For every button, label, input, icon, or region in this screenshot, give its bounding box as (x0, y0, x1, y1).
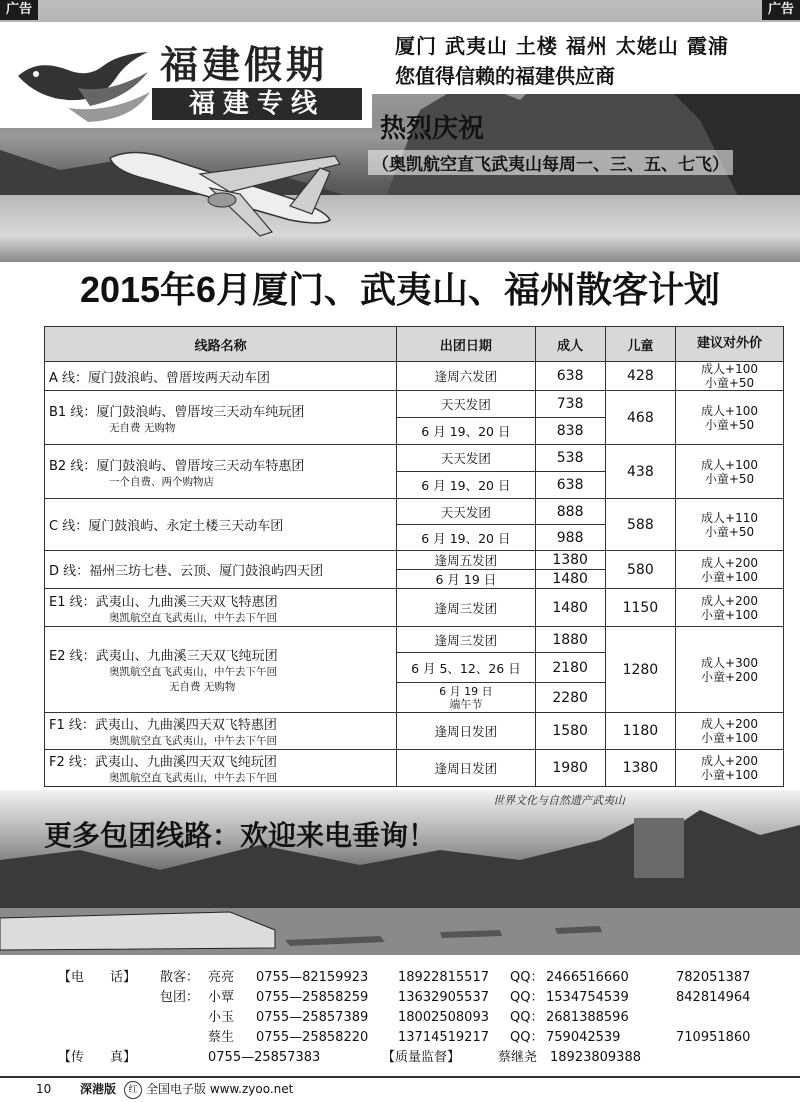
contact-qq[interactable]: 2681388596 (546, 1010, 629, 1025)
route-name: F1 线：武夷山、九曲溪四天双飞特惠团 奥凯航空直飞武夷山，中午去下午回 (45, 713, 397, 750)
calligraphy-text: 世界文化与自然遗产武夷山 (493, 794, 625, 807)
departure-date: 天天发团 (397, 391, 535, 418)
contact-qq-2[interactable]: 710951860 (676, 1030, 751, 1045)
bird-logo-icon (8, 28, 158, 128)
contact-name: 小玉 (208, 1010, 235, 1025)
departure-date: 天天发团 (397, 445, 535, 472)
contact-row (0, 1008, 800, 1027)
contact-mobile[interactable]: 18922815517 (398, 970, 489, 985)
contact-tel[interactable]: 0755—25857389 (256, 1010, 369, 1025)
page-footer (0, 1076, 800, 1102)
adult-price: 1880 (535, 627, 605, 653)
contact-mobile[interactable]: 18002508093 (398, 1010, 489, 1025)
contact-qq[interactable]: 759042539 (546, 1030, 621, 1045)
header-price: 建议对外价 (676, 327, 784, 362)
child-price: 1180 (605, 713, 675, 750)
route-name: E2 线：武夷山、九曲溪三天双飞纯玩团 奥凯航空直飞武夷山，中午去下午回 无自费 无购物 (45, 627, 397, 713)
logo-title: 福建假期 (160, 42, 329, 87)
child-price: 588 (605, 499, 675, 551)
table-row (45, 391, 784, 418)
adult-price: 1480 (535, 570, 605, 589)
route-name: F2 线：武夷山、九曲溪四天双飞纯玩团 奥凯航空直飞武夷山，中午去下午回 (45, 750, 397, 787)
adult-price: 888 (535, 499, 605, 525)
qq-label: QQ： (510, 1030, 544, 1045)
child-price: 468 (605, 391, 675, 445)
adult-price: 988 (535, 525, 605, 551)
contact-row (0, 1028, 800, 1047)
suggested-price: 成人+100 小童+50 (676, 391, 784, 445)
quality-label: 【质量监督】 (382, 1050, 461, 1065)
fax-number[interactable]: 0755—25857383 (208, 1050, 321, 1065)
departure-date: 逢周三发团 (397, 627, 535, 653)
child-price: 580 (605, 551, 675, 589)
departure-date: 6 月 19 日 (397, 570, 535, 589)
ad-label-right: 广告 (762, 0, 800, 20)
route-name: A 线：厦门鼓浪屿、曾厝垵两天动车团 (45, 362, 397, 391)
adult-price: 1980 (535, 750, 605, 787)
site-link[interactable]: 全国电子版 www.zyoo.net (146, 1082, 294, 1096)
quality-contact[interactable]: 蔡继尧 18923809388 (498, 1050, 641, 1065)
contact-qq-2[interactable]: 842814964 (676, 990, 751, 1005)
child-price: 428 (605, 362, 675, 391)
adult-price: 538 (535, 445, 605, 472)
edition-badge-icon: 红 (124, 1081, 142, 1099)
table-row (45, 627, 784, 653)
flight-note: （奥凯航空直飞武夷山每周一、三、五、七飞） (368, 150, 733, 175)
child-price: 1380 (605, 750, 675, 787)
route-name: B1 线：厦门鼓浪屿、曾厝垵三天动车纯玩团 无自费 无购物 (45, 391, 397, 445)
table-row (45, 713, 784, 750)
departure-date: 逢周三发团 (397, 589, 535, 627)
page-number: 10 (36, 1082, 52, 1096)
departure-date: 逢周日发团 (397, 750, 535, 787)
departure-date: 天天发团 (397, 499, 535, 525)
ad-label-left: 广告 (0, 0, 38, 20)
tagline-text: 您值得信赖的福建供应商 (395, 64, 615, 88)
contact-name: 小覃 (208, 990, 235, 1005)
retail-label: 散客： (160, 970, 200, 985)
header-date: 出团日期 (397, 327, 535, 362)
suggested-price: 成人+200 小童+100 (676, 589, 784, 627)
destinations-text: 厦门 武夷山 土楼 福州 太姥山 霞浦 (395, 34, 729, 58)
adult-price: 738 (535, 391, 605, 418)
group-label: 包团： (160, 990, 200, 1005)
header-child: 儿童 (605, 327, 675, 362)
adult-price: 1580 (535, 713, 605, 750)
table-header-row (45, 327, 784, 362)
route-name: E1 线：武夷山、九曲溪三天双飞特惠团 奥凯航空直飞武夷山，中午去下午回 (45, 589, 397, 627)
contact-row (0, 1048, 800, 1067)
logo-subtitle: 福建专线 (152, 88, 362, 120)
suggested-price: 成人+200 小童+100 (676, 750, 784, 787)
adult-price: 2180 (535, 653, 605, 683)
departure-date: 逢周日发团 (397, 713, 535, 750)
table-row (45, 445, 784, 472)
contact-mobile[interactable]: 13714519217 (398, 1030, 489, 1045)
phone-label: 【电 话】 (58, 970, 137, 985)
departure-date: 6 月 19 日 端午节 (397, 683, 535, 713)
route-name: B2 线：厦门鼓浪屿、曾厝垵三天动车特惠团 一个自费、两个购物店 (45, 445, 397, 499)
table-row (45, 589, 784, 627)
departure-date: 6 月 19、20 日 (397, 525, 535, 551)
header-adult: 成人 (535, 327, 605, 362)
contact-tel[interactable]: 0755—25858259 (256, 990, 369, 1005)
departure-date: 6 月 19、20 日 (397, 418, 535, 445)
departure-date: 6 月 19、20 日 (397, 472, 535, 499)
child-price: 1150 (605, 589, 675, 627)
contact-tel[interactable]: 0755—82159923 (256, 970, 369, 985)
adult-price: 1480 (535, 589, 605, 627)
fax-label: 【传 真】 (58, 1050, 137, 1065)
contact-row (0, 968, 800, 987)
suggested-price: 成人+100 小童+50 (676, 445, 784, 499)
suggested-price: 成人+200 小童+100 (676, 713, 784, 750)
header-route: 线路名称 (45, 327, 397, 362)
child-price: 1280 (605, 627, 675, 713)
contact-row (0, 988, 800, 1007)
table-row (45, 750, 784, 787)
more-routes-slogan: 更多包团线路：欢迎来电垂询！ (44, 819, 437, 852)
route-name: C 线：厦门鼓浪屿、永定土楼三天动车团 (45, 499, 397, 551)
edition-label: 深港版 (80, 1082, 117, 1096)
table-row (45, 362, 784, 391)
departure-date: 逢周六发团 (397, 362, 535, 391)
celebrate-heading: 热烈庆祝 (380, 114, 485, 144)
qq-label: QQ： (510, 1010, 544, 1025)
route-table (44, 326, 784, 787)
suggested-price: 成人+200 小童+100 (676, 551, 784, 589)
suggested-price: 成人+300 小童+200 (676, 627, 784, 713)
table-row (45, 499, 784, 525)
contact-qq-2[interactable]: 782051387 (676, 970, 751, 985)
qq-label: QQ： (510, 990, 544, 1005)
adult-price: 1380 (535, 551, 605, 570)
child-price: 438 (605, 445, 675, 499)
table-row (45, 551, 784, 570)
departure-date: 逢周五发团 (397, 551, 535, 570)
adult-price: 638 (535, 472, 605, 499)
contact-tel[interactable]: 0755—25858220 (256, 1030, 369, 1045)
contact-mobile[interactable]: 13632905537 (398, 990, 489, 1005)
suggested-price: 成人+100 小童+50 (676, 362, 784, 391)
airplane-icon (90, 128, 350, 238)
route-name: D 线：福州三坊七巷、云顶、厦门鼓浪屿四天团 (45, 551, 397, 589)
adult-price: 2280 (535, 683, 605, 713)
adult-price: 838 (535, 418, 605, 445)
departure-date: 6 月 5、12、26 日 (397, 653, 535, 683)
contact-name: 亮亮 (208, 970, 235, 985)
contact-qq[interactable]: 2466516660 (546, 970, 629, 985)
suggested-price: 成人+110 小童+50 (676, 499, 784, 551)
contact-name: 蔡生 (208, 1030, 235, 1045)
main-title: 2015年6月厦门、武夷山、福州散客计划 (79, 269, 721, 310)
qq-label: QQ： (510, 970, 544, 985)
adult-price: 638 (535, 362, 605, 391)
contact-qq[interactable]: 1534754539 (546, 990, 629, 1005)
